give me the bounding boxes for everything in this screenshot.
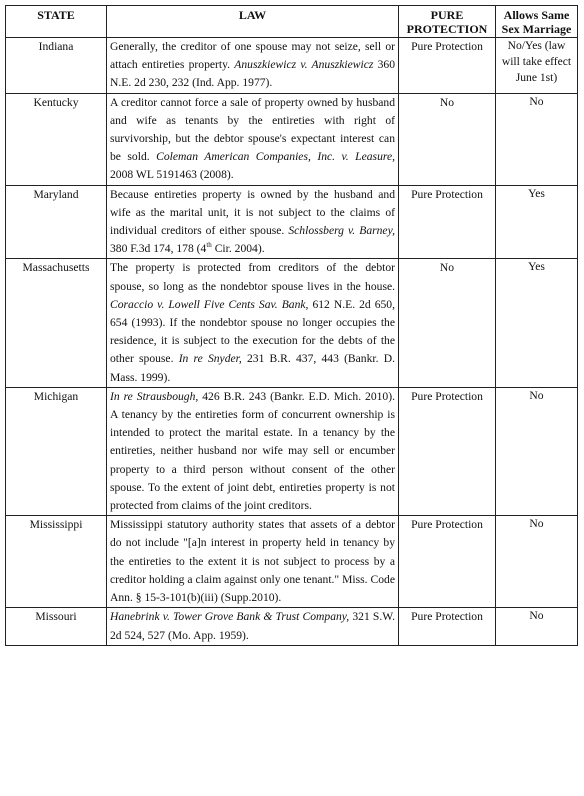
law-text-tail-2: Cir. 2004).	[211, 242, 265, 256]
law-text-tail: 360 N.E. 2d 230, 232 (Ind. App. 1977).	[110, 58, 396, 90]
table-row	[6, 185, 578, 259]
header-state: STATE	[6, 6, 107, 38]
state-law-table	[5, 5, 578, 646]
case-citation: Coraccio v. Lowell Five Cents Sav. Bank,	[110, 297, 309, 311]
law-text-tail: 380 F.3d 174, 178 (4	[110, 242, 207, 256]
allows-cell: No/Yes (law will take effect June 1st)	[496, 38, 578, 94]
protection-cell: Pure Protection	[399, 608, 496, 645]
state-cell: Massachusetts	[6, 259, 107, 387]
case-citation: Anuszkiewicz v. Anuszkiewicz	[234, 58, 374, 72]
law-cell	[107, 387, 399, 515]
allows-cell: No	[496, 516, 578, 608]
case-citation: Hanebrink v. Tower Grove Bank & Trust Company,	[110, 610, 350, 624]
allows-cell: No	[496, 387, 578, 515]
allows-cell: Yes	[496, 185, 578, 259]
protection-cell: Pure Protection	[399, 387, 496, 515]
table-row	[6, 259, 578, 387]
case-citation-2: In re Snyder,	[178, 352, 242, 366]
law-text: Because entireties property is owned by the husband and wife as the marital unit, it is not subject to the claims of individual creditors of either spouse.	[110, 187, 395, 238]
law-cell	[107, 93, 399, 185]
state-cell: Kentucky	[6, 93, 107, 185]
law-cell	[107, 608, 399, 645]
state-cell: Mississippi	[6, 516, 107, 608]
protection-cell: Pure Protection	[399, 516, 496, 608]
law-text: A creditor cannot force a sale of property owned by husband and wife as tenants by the entireties with right of survivorship, but the debtor spouse's expectant interest can be sold.	[110, 95, 395, 164]
law-cell	[107, 516, 399, 608]
table-row	[6, 93, 578, 185]
case-citation: Schlossberg v. Barney,	[288, 224, 395, 238]
table-row	[6, 516, 578, 608]
law-text-tail: 2008 WL 5191463 (2008).	[110, 168, 234, 182]
allows-cell: No	[496, 608, 578, 645]
state-cell: Indiana	[6, 38, 107, 94]
allows-cell: No	[496, 93, 578, 185]
table-row	[6, 387, 578, 515]
state-cell: Maryland	[6, 185, 107, 259]
state-cell: Missouri	[6, 608, 107, 645]
header-law: LAW	[107, 6, 399, 38]
law-text-tail: 612 N.E. 2d 650, 654 (1993). If the nondebtor spouse no longer occupies the residence, it is subject to the execution for the debts of the other spouse.	[110, 297, 395, 366]
law-cell	[107, 259, 399, 387]
law-text-tail: 321 S.W. 2d 524, 527 (Mo. App. 1959).	[110, 610, 395, 642]
header-row	[6, 6, 578, 38]
protection-cell: Pure Protection	[399, 185, 496, 259]
law-text-tail: 426 B.R. 243 (Bankr. E.D. Mich. 2010). A tenancy by the entireties form of concurrent ownership is intended to protect the marital estate. In a tenancy by the entireties, neither husband nor wife may sell or encumber property to a third person without consent of the other spouse. To the extent of joint debt, entireties property is not protected from claims of the joint creditors.	[110, 389, 395, 513]
law-text: The property is protected from creditors of the debtor spouse, so long as the nondebtor spouse lives in the house.	[110, 261, 395, 293]
protection-cell: No	[399, 93, 496, 185]
law-text: Mississippi statutory authority states that assets of a debtor do not include "[a]n interest in property held in tenancy by the entireties to the extent it is not subject to process by a creditor holding a claim against only one tenant." Miss. Code Ann. § 15-3-101(b)(iii) (Supp.2010).	[110, 518, 395, 605]
protection-cell: No	[399, 259, 496, 387]
case-citation: Coleman American Companies, Inc. v. Leasure,	[156, 150, 395, 164]
table-row	[6, 608, 578, 645]
law-cell	[107, 185, 399, 259]
law-text: Generally, the creditor of one spouse may not seize, sell or attach entireties property.	[110, 40, 395, 72]
ordinal-superscript: th	[206, 241, 212, 250]
law-text-tail-2: 231 B.R. 437, 443 (Bankr. D. Mass. 1999).	[110, 352, 395, 384]
case-citation: In re Strausbough,	[110, 389, 199, 403]
state-cell: Michigan	[6, 387, 107, 515]
law-cell	[107, 38, 399, 94]
allows-cell: Yes	[496, 259, 578, 387]
protection-cell: Pure Protection	[399, 38, 496, 94]
table-row	[6, 38, 578, 94]
header-allows-same-sex-marriage: Allows Same Sex Marriage	[496, 6, 578, 38]
header-pure-protection: PURE PROTECTION	[399, 6, 496, 38]
